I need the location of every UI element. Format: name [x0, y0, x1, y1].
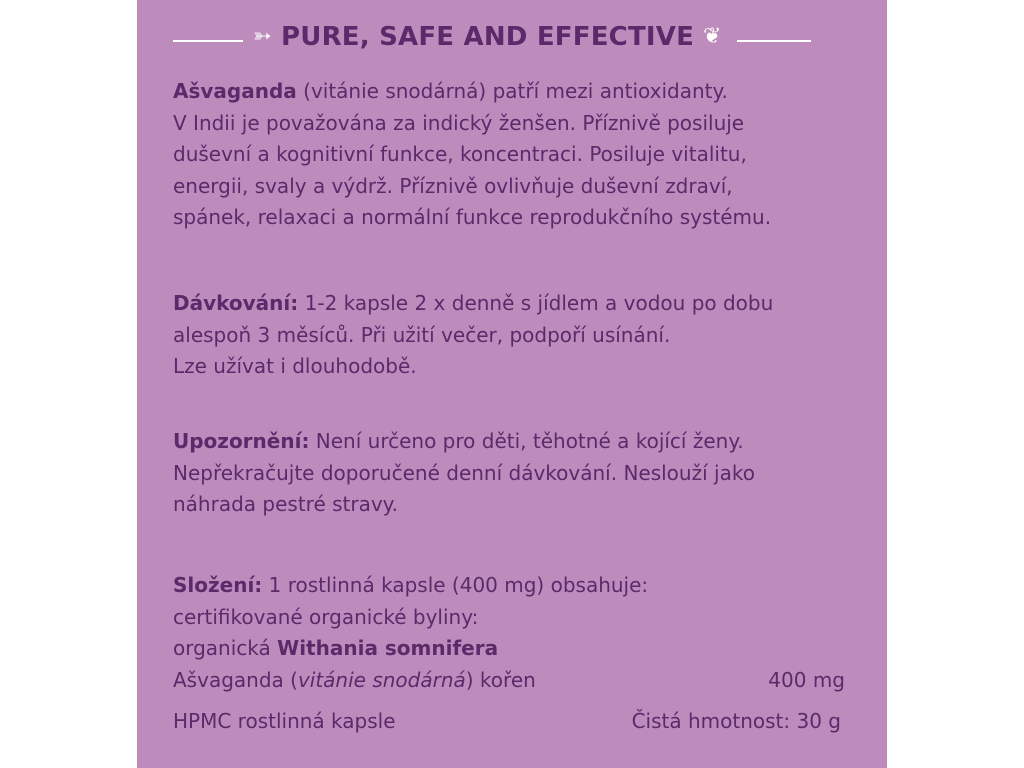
left-divider-line — [173, 40, 243, 42]
composition-line-4-italic: vitánie snodárná — [297, 667, 466, 692]
leaf-ornament-right-icon: ❦ — [703, 24, 722, 49]
warning-paragraph — [173, 426, 863, 521]
botanical-name: Withania somnifera — [277, 636, 499, 660]
dosage-line-3: Lze užívat i dlouhodobě. — [173, 354, 417, 378]
warning-line-3: náhrada pestré stravy. — [173, 492, 399, 516]
dosage-line-2: alespoň 3 měsíců. Při užití večer, podpoří usínání. — [173, 322, 671, 347]
intro-line-1-text: (vitánie snodárná) patří mezi antioxidanty. — [296, 79, 728, 103]
leaf-ornament-left-icon: ➳ — [253, 24, 272, 49]
dosage-paragraph — [173, 288, 863, 383]
composition-line-3 — [173, 633, 863, 665]
warning-bold: Upozornění: — [173, 429, 310, 453]
warning-line-1 — [173, 426, 863, 458]
composition-paragraph — [173, 570, 863, 738]
warning-line-2: Nepřekračujte doporučené denní dávkování. Neslouží jako — [173, 460, 755, 485]
composition-line-4-suffix: ) kořen — [465, 667, 536, 692]
intro-paragraph — [173, 76, 863, 234]
composition-line-3-prefix: organická — [173, 636, 278, 660]
dosage-bold: Dávkování: — [173, 291, 299, 315]
label-header — [137, 22, 887, 58]
composition-line-4-prefix: Ašvaganda ( — [173, 667, 298, 692]
product-label — [137, 0, 887, 768]
capsule-type: HPMC rostlinná kapsle — [173, 709, 396, 733]
ingredient-amount: 400 mg — [768, 667, 845, 692]
intro-line-1 — [173, 76, 863, 108]
net-weight: Čistá hmotnost: 30 g — [631, 709, 841, 733]
dosage-line-1-text: 1-2 kapsle 2 x denně s jídlem a vodou po dobu — [298, 291, 774, 315]
intro-line-3: duševní a kognitivní funkce, koncentraci. Posiluje vitalitu, — [173, 142, 747, 166]
intro-line-2: V Indii je považována za indický ženšen. Příznivě posiluje — [173, 110, 745, 135]
intro-line-5: spánek, relaxaci a normální funkce reprodukčního systému. — [173, 205, 772, 229]
right-divider-line — [737, 40, 811, 42]
warning-line-1-text: Není určeno pro děti, těhotné a kojící ženy. — [309, 429, 744, 453]
composition-line-4 — [173, 665, 845, 697]
composition-line-5 — [173, 706, 845, 738]
composition-line-1-text: 1 rostlinná kapsle (400 mg) obsahuje: — [262, 573, 649, 597]
composition-line-1 — [173, 570, 863, 602]
dosage-line-1 — [173, 288, 863, 320]
composition-line-2: certifikované organické byliny: — [173, 604, 479, 629]
label-title: PURE, SAFE AND EFFECTIVE — [281, 22, 695, 52]
intro-line-4: energii, svaly a výdrž. Příznivě ovlivňuje duševní zdraví, — [173, 173, 733, 198]
intro-bold: Ašvaganda — [173, 79, 297, 103]
composition-bold: Složení: — [173, 573, 263, 597]
